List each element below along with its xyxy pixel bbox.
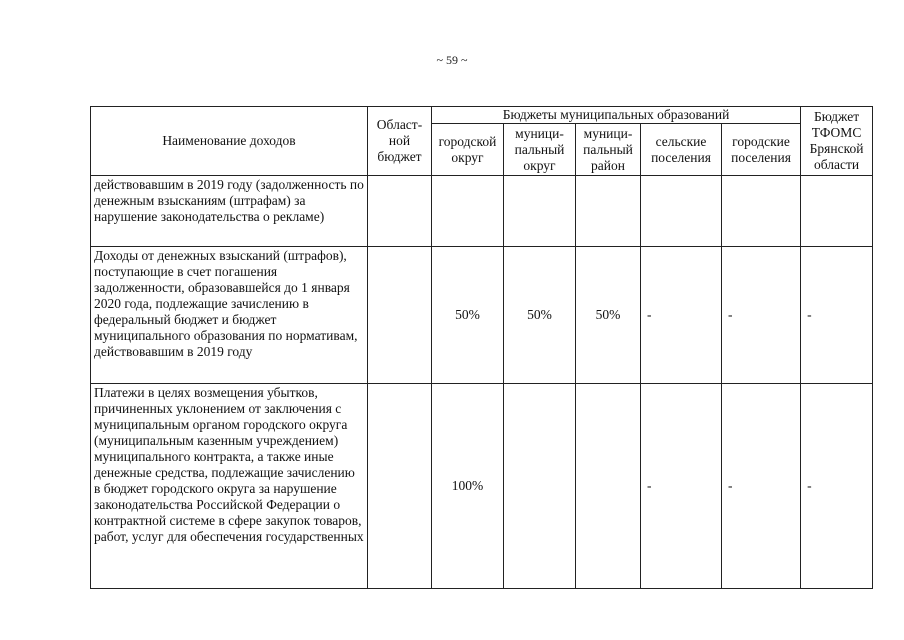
revenue-name-cell: Платежи в целях возмещения убытков, причиненных уклонением от заключения с муниципальным органом городского округа (муниципальным казенным учреждением) муниципального контракта, а также иные денежные средства, подлежащие зачислению в бюджет городского округа за нарушение законодательства Российской Федерации о контрактной системе в сфере закупок товаров, работ, услуг для обеспечения государственных [91,384,368,589]
header-municipal-budgets: Бюджеты муниципальных образований [432,107,801,124]
header-municipal-district: муници-пальный округ [504,124,576,176]
city-district-cell: 100% [432,384,504,589]
revenue-name-cell: Доходы от денежных взысканий (штрафов), поступающие в счет погашения задолженности, образовавшейся до 1 января 2020 года, подлежащие зачислению в федеральный бюджет и бюджет муниципального образования по нормативам, действовавшим в 2019 году [91,247,368,384]
table-row [91,176,873,247]
rural-settlements-cell: - [641,247,722,384]
header-rural-settlements: сельские поселения [641,124,722,176]
table-row [91,384,873,589]
urban-settlements-cell [722,176,801,247]
page-number: ~ 59 ~ [436,53,468,67]
municipal-area-cell: 50% [576,247,641,384]
header-city-district: городской округ [432,124,504,176]
urban-settlements-cell: - [722,384,801,589]
municipal-district-cell: 50% [504,247,576,384]
city-district-cell: 50% [432,247,504,384]
regional-budget-cell [368,247,432,384]
rural-settlements-cell [641,176,722,247]
header-urban-settlements: городские поселения [722,124,801,176]
table-row [91,247,873,384]
municipal-area-cell [576,384,641,589]
regional-budget-cell [368,176,432,247]
header-revenue-name: Наименование доходов [91,107,368,176]
municipal-district-cell [504,384,576,589]
header-tfoms-budget: Бюджет ТФОМС Брянской области [801,107,873,176]
revenue-name-cell: действовавшим в 2019 году (задолженность по денежным взысканиям (штрафам) за нарушение законодательства о рекламе) [91,176,368,247]
tfoms-budget-cell: - [801,247,873,384]
municipal-district-cell [504,176,576,247]
regional-budget-cell [368,384,432,589]
city-district-cell [432,176,504,247]
revenue-distribution-table [90,106,873,589]
municipal-area-cell [576,176,641,247]
rural-settlements-cell: - [641,384,722,589]
tfoms-budget-cell: - [801,384,873,589]
header-municipal-area: муници-пальный район [576,124,641,176]
urban-settlements-cell: - [722,247,801,384]
tfoms-budget-cell [801,176,873,247]
header-regional-budget: Област-ной бюджет [368,107,432,176]
